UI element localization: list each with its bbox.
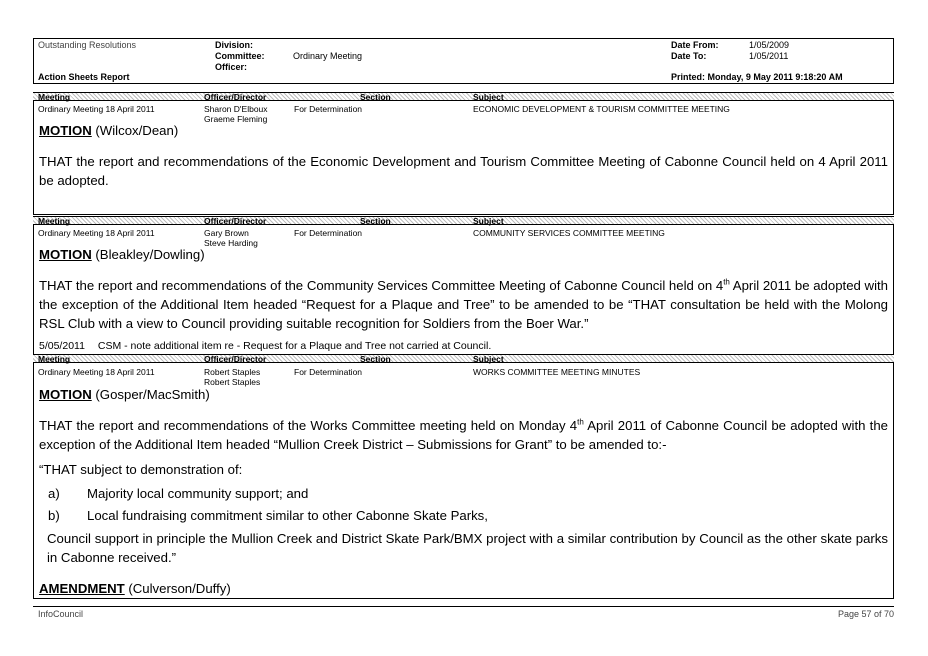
amendment-movers: (Culverson/Duffy)	[124, 581, 231, 596]
amendment-label: AMENDMENT	[39, 581, 125, 596]
motion-label: MOTION	[39, 123, 92, 138]
motion-text-part: April 2011 be adopted with the exception of the Additional Item headed “Request for a Plaque and Tree” to be amended to be “THAT consultation be held with the Molong RSL Club with a view to Council providing suitable recognition for Soldiers from the Boer War.”	[39, 278, 888, 331]
col-section: Section	[360, 216, 391, 226]
motion-label: MOTION	[39, 387, 92, 402]
motion-heading	[39, 247, 205, 262]
column-header-band	[33, 92, 894, 101]
item-officer: Gary Brown	[204, 228, 249, 238]
motion-text	[39, 416, 888, 454]
motion-movers: (Gosper/MacSmith)	[91, 387, 210, 402]
item-meeting: Ordinary Meeting 18 April 2011	[38, 367, 155, 377]
division-label: Division:	[215, 40, 254, 50]
list-marker: b)	[48, 508, 60, 523]
printed-label: Printed:	[671, 72, 706, 82]
list-item: Local fundraising commitment similar to other Cabonne Skate Parks,	[87, 508, 488, 523]
col-officer: Officer/Director	[204, 92, 267, 102]
col-meeting: Meeting	[38, 92, 71, 102]
item-subject: ECONOMIC DEVELOPMENT & TOURISM COMMITTEE MEETING	[473, 104, 730, 114]
report-title: Action Sheets Report	[38, 72, 130, 82]
ordinal-suffix: th	[723, 277, 730, 287]
column-header-band	[33, 216, 894, 225]
item-section: For Determination	[294, 367, 363, 377]
motion-text-part: THAT the report and recommendations of the Works Committee meeting held on Monday 4	[39, 418, 578, 433]
motion-text-part: THAT the report and recommendations of the Community Services Committee Meeting of Cabonne Council held on 4	[39, 278, 724, 293]
col-meeting: Meeting	[38, 354, 71, 364]
item-section: For Determination	[294, 104, 363, 114]
footer-app: InfoCouncil	[38, 609, 84, 619]
subject-intro: “THAT subject to demonstration of:	[39, 462, 243, 477]
footer-rule	[33, 606, 894, 607]
committee-value: Ordinary Meeting	[293, 51, 363, 61]
footer-page: Page 57 of 70	[837, 609, 894, 619]
motion-label: MOTION	[39, 247, 92, 262]
note-date: 5/05/2011	[39, 340, 85, 352]
closing-text: Council support in principle the Mullion Creek and District Skate Park/BMX project with a similar contribution by Council as the other skate parks in Cabonne received.”	[47, 531, 888, 565]
col-officer: Officer/Director	[204, 216, 267, 226]
col-subject: Subject	[473, 354, 504, 364]
column-header-band	[33, 354, 894, 363]
item-meeting: Ordinary Meeting 18 April 2011	[38, 228, 155, 238]
motion-movers: (Wilcox/Dean)	[91, 123, 179, 138]
date-to-label: Date To:	[671, 51, 707, 61]
list-item: Majority local community support; and	[87, 486, 309, 501]
motion-text-part: April 2011 of Cabonne Council be adopted with the exception of the Additional Item headed “Mullion Creek District – Submissions for Grant” to be amended to:-	[39, 418, 888, 452]
motion-text: THAT the report and recommendations of the Economic Development and Tourism Committee Meeting of Cabonne Council held on 4 April 2011 be adopted.	[39, 154, 888, 188]
officer-label: Officer:	[215, 62, 248, 72]
committee-label: Committee:	[215, 51, 265, 61]
item-subject: COMMUNITY SERVICES COMMITTEE MEETING	[473, 228, 665, 238]
motion-heading	[39, 387, 210, 402]
item-subject: WORKS COMMITTEE MEETING MINUTES	[473, 367, 641, 377]
item-officer: Sharon D'Elboux	[204, 104, 268, 114]
motion-text	[39, 276, 888, 333]
col-section: Section	[360, 92, 391, 102]
action-note	[39, 340, 491, 352]
note-text: CSM - note additional item re - Request for a Plaque and Tree not carried at Council.	[97, 340, 492, 352]
col-meeting: Meeting	[38, 216, 71, 226]
motion-movers: (Bleakley/Dowling)	[91, 247, 205, 262]
printed-line	[671, 72, 843, 82]
motion-heading	[39, 123, 178, 138]
date-from-label: Date From:	[671, 40, 719, 50]
org-label: Outstanding Resolutions	[38, 40, 137, 50]
list-marker: a)	[48, 486, 60, 501]
printed-value: Monday, 9 May 2011 9:18:20 AM	[707, 72, 843, 82]
item-officer: Steve Harding	[204, 238, 258, 248]
ordinal-suffix: th	[577, 417, 584, 427]
amendment-heading	[39, 581, 231, 596]
item-officer: Robert Staples	[204, 377, 261, 387]
col-officer: Officer/Director	[204, 354, 267, 364]
col-section: Section	[360, 354, 391, 364]
item-section: For Determination	[294, 228, 363, 238]
date-to-value: 1/05/2011	[749, 51, 789, 61]
item-meeting: Ordinary Meeting 18 April 2011	[38, 104, 155, 114]
item-officer: Graeme Fleming	[204, 114, 268, 124]
item-officer: Robert Staples	[204, 367, 261, 377]
col-subject: Subject	[473, 216, 504, 226]
col-subject: Subject	[473, 92, 504, 102]
date-from-value: 1/05/2009	[749, 40, 790, 50]
